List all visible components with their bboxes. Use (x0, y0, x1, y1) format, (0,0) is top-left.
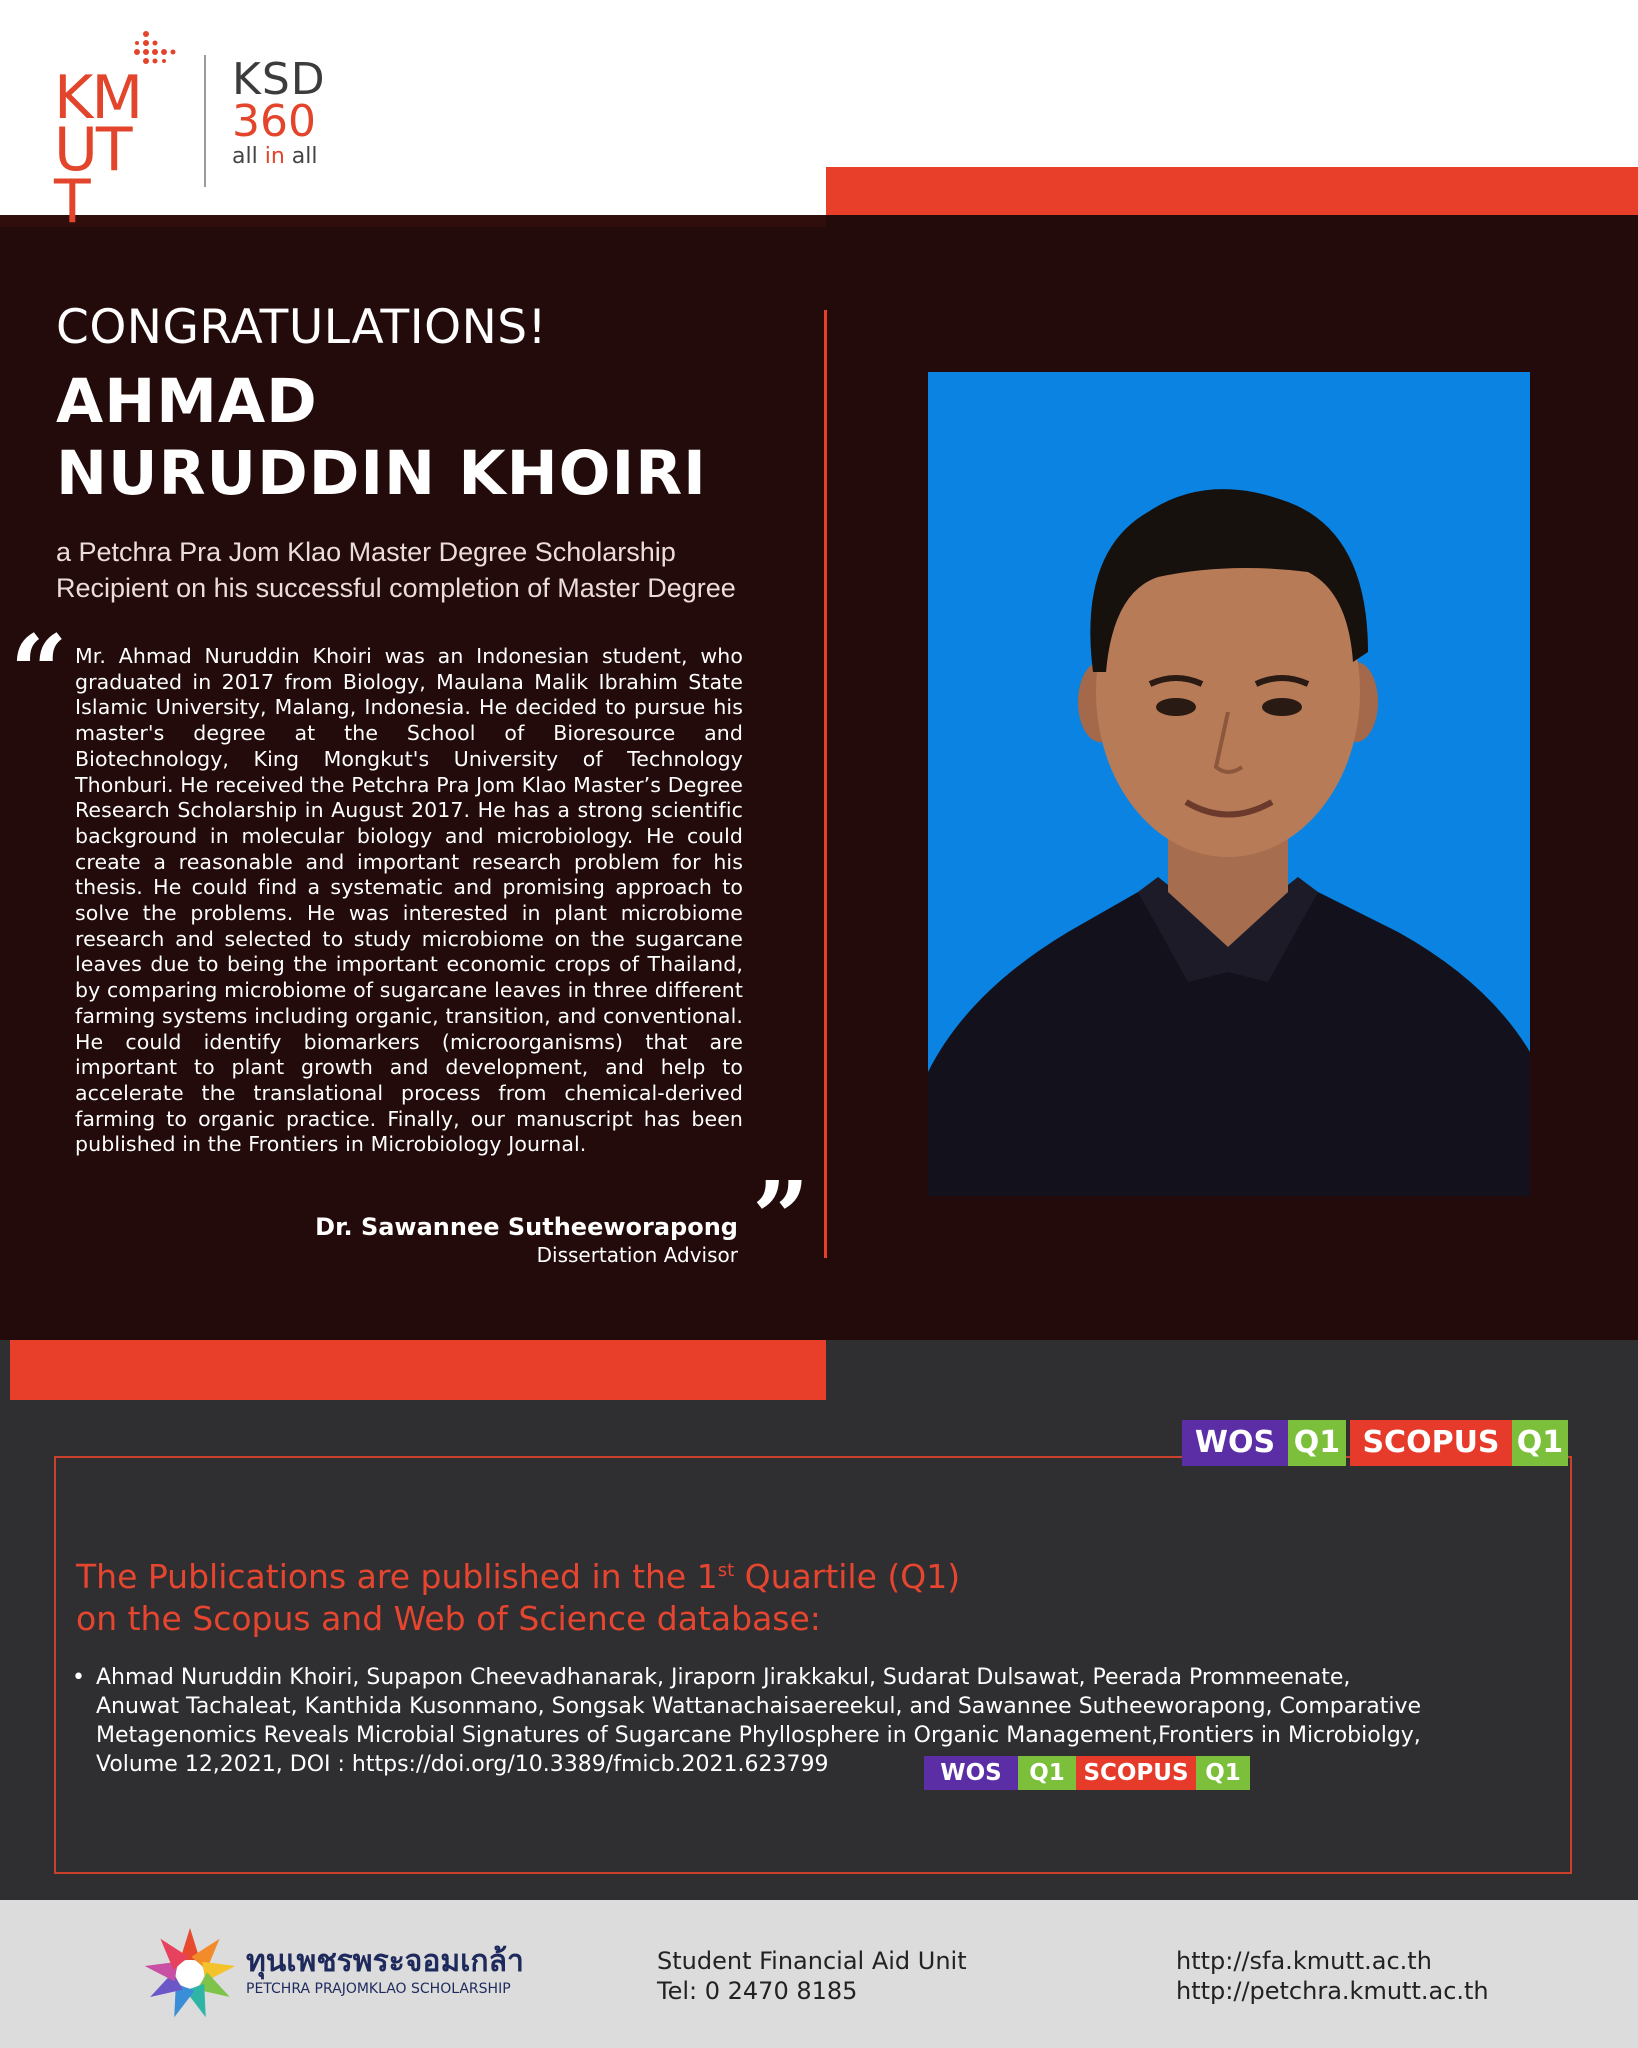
petchra-thai-name: ทุนเพชรพระจอมเกล้า (246, 1944, 524, 1979)
advisor-title: Dissertation Advisor (536, 1243, 738, 1267)
entry-line: Volume 12,2021, DOI : https://doi.org/10.3389/fmicb.2021.623799 (96, 1752, 829, 1777)
wos-q1-badge: Q1 (1018, 1756, 1076, 1790)
ksd-logo-line1: KSD (232, 54, 326, 105)
accent-bar-middle (10, 1340, 826, 1400)
petchra-star-icon (140, 1926, 240, 2022)
wos-badge: WOS (1182, 1420, 1288, 1466)
tagline-word: all (232, 144, 258, 169)
kmutt-logo-text: KM UTT (54, 63, 142, 237)
aid-unit-name: Student Financial Aid Unit (657, 1947, 967, 1975)
petchra-english-name: PETCHRA PRAJOMKLAO SCHOLARSHIP (246, 1981, 511, 1997)
scopus-q1-badge: Q1 (1196, 1756, 1250, 1790)
recipient-name-line2: NURUDDIN KHOIRI (56, 438, 707, 509)
petchra-wordmark (246, 1944, 524, 1998)
recipient-name (56, 366, 707, 510)
vertical-divider (824, 310, 827, 1258)
heading-text: Quartile (Q1) (734, 1557, 961, 1596)
index-badge-group (1182, 1420, 1568, 1466)
ksd-logo-line2: 360 (232, 96, 316, 147)
publications-heading (76, 1550, 1176, 1640)
publications-heading-line1 (76, 1550, 1176, 1598)
sfa-website-link[interactable]: http://sfa.kmutt.ac.th (1176, 1947, 1432, 1975)
publications-heading-line2: on the Scopus and Web of Science database: (76, 1599, 821, 1638)
wos-badge: WOS (924, 1756, 1018, 1790)
telephone: Tel: 0 2470 8185 (657, 1977, 858, 2005)
close-quote-icon: ” (752, 1159, 810, 1277)
website-links (1176, 1946, 1489, 2006)
entry-line: Metagenomics Reveals Microbial Signatures of Sugarcane Phyllosphere in Organic Management,Frontiers in Microbiolgy, (96, 1723, 1421, 1748)
tagline-word-accent: in (264, 144, 285, 169)
logo-divider (204, 55, 206, 187)
petchra-website-link[interactable]: http://petchra.kmutt.ac.th (1176, 1977, 1489, 2005)
subtitle-line1: a Petchra Pra Jom Klao Master Degree Scholarship (56, 537, 676, 567)
publication-bullet: • (72, 1665, 85, 1690)
wos-q1-badge: Q1 (1288, 1420, 1346, 1466)
recipient-subtitle (56, 534, 736, 606)
heading-superscript: st (717, 1560, 735, 1581)
kmutt-logo (54, 28, 184, 237)
tagline-word: all (291, 144, 318, 169)
scopus-badge: SCOPUS (1350, 1420, 1512, 1466)
ksd-tagline (232, 142, 352, 172)
entry-line: Anuwat Tachaleat, Kanthida Kusonmano, Songsak Wattanachaisaereekul, and Sawannee Sutheeworapong, Comparative (96, 1694, 1422, 1719)
entry-badge-group (924, 1756, 1250, 1790)
portrait-illustration (928, 372, 1530, 1196)
recipient-photo (928, 372, 1530, 1196)
testimonial-text: Mr. Ahmad Nuruddin Khoiri was an Indonesian student, who graduated in 2017 from Biology, Maulana Malik Ibrahim State Islamic University, Malang, Indonesia. He decided to pursue his master's degree at the School of Bioresource and Biotechnology, King Mongkut's University of Technology Thonburi. He received the Petchra Pra Jom Klao Master’s Degree Research Scholarship in August 2017. He has a strong scientific background in molecular biology and microbiology. He could create a reasonable and important research problem for his thesis. He could find a systematic and promising approach to solve the problems. He was interested in plant microbiome research and selected to study microbiome on the sugarcane leaves due to being the important economic crops of Thailand, by comparing microbiome of sugarcane leaves in three different farming systems including organic, transition, and conventional. He could identify biomarkers (microorganisms) that are important to plant growth and development, and help to accelerate the translational process from chemical-derived farming to organic practice. Finally, our manuscript has been published in the Frontiers in Microbiology Journal. (75, 644, 743, 1157)
recipient-name-line1: AHMAD (56, 366, 318, 437)
publication-entry (96, 1663, 1566, 1779)
scopus-q1-badge: Q1 (1512, 1420, 1568, 1466)
open-quote-icon: “ (10, 613, 68, 731)
scopus-badge: SCOPUS (1076, 1756, 1196, 1790)
subtitle-line2: Recipient on his successful completion of Master Degree (56, 573, 736, 603)
congrats-heading: CONGRATULATIONS! (56, 300, 547, 355)
advisor-name: Dr. Sawannee Sutheeworapong (315, 1213, 738, 1241)
contact-info (657, 1946, 967, 2006)
ksd-logo (232, 54, 352, 188)
petchra-logo (140, 1926, 240, 2022)
heading-text: The Publications are published in the 1 (76, 1557, 718, 1596)
entry-line: Ahmad Nuruddin Khoiri, Supapon Cheevadhanarak, Jiraporn Jirakkakul, Sudarat Dulsawat, Peerada Prommeenate, (96, 1665, 1351, 1690)
advisor-signature (250, 1212, 738, 1268)
